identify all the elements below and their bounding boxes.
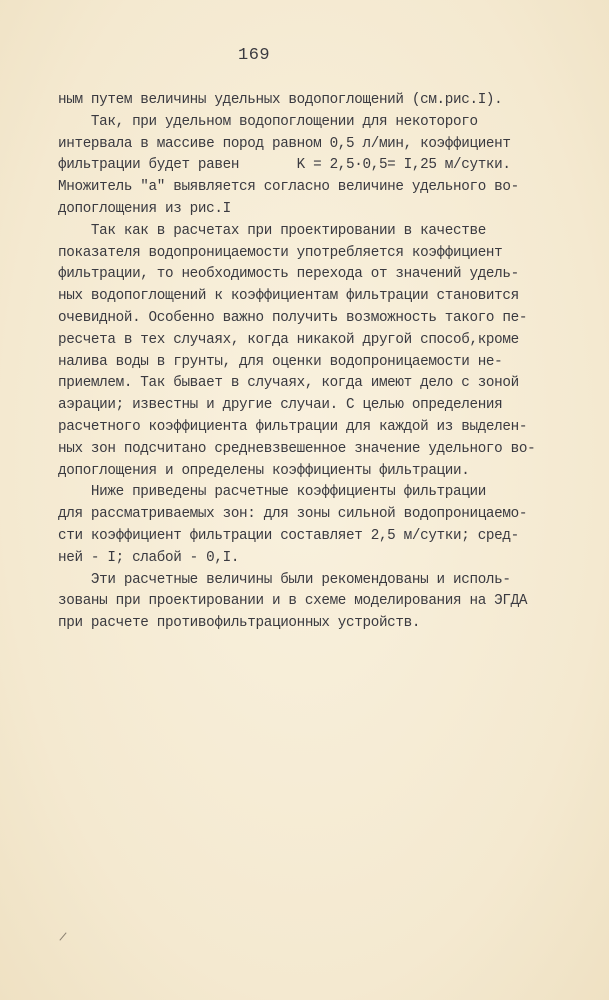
text-line: Ниже приведены расчетные коэффициенты фильтрации [58, 484, 486, 501]
text-line: налива воды в грунты, для оценки водопроницаемости не- [58, 353, 503, 370]
text-line: сти коэффициент фильтрации составляет 2,5 м/сутки; сред- [58, 527, 519, 544]
page-number: 169 [238, 46, 271, 65]
text-line: аэрации; известны и другие случаи. С целью определения [58, 397, 503, 414]
text-line: ресчета в тех случаях, когда никакой другой способ,кроме [58, 331, 519, 348]
text-line: ных зон подсчитано средневзвешенное значение удельного во- [58, 440, 536, 457]
text-line: ных водопоглощений к коэффициентам фильтрации становится [58, 288, 519, 305]
text-line: Так, при удельном водопоглощении для некоторого [58, 113, 478, 130]
text-line: интервала в массиве пород равном 0,5 л/мин, коэффициент [58, 135, 511, 152]
text-line: фильтрации будет равен K = 2,5·0,5= I,25 м/сутки. [58, 157, 511, 174]
text-line: фильтрации, то необходимость перехода от значений удель- [58, 266, 519, 283]
text-line: расчетного коэффициента фильтрации для каждой из выделен- [58, 418, 528, 435]
text-line: приемлем. Так бывает в случаях, когда имеют дело с зоной [58, 375, 519, 392]
text-line: для рассматриваемых зон: для зоны сильной водопроницаемо- [58, 506, 528, 523]
text-line: ным путем величины удельных водопоглощений (см.рис.I). [58, 92, 503, 108]
text-line: допоглощения из рис.I [58, 200, 231, 217]
text-line: зованы при проектировании и в схеме моделирования на ЭГДА [58, 593, 528, 610]
pencil-mark [59, 932, 66, 940]
text-line: допоглощения и определены коэффициенты фильтрации. [58, 462, 470, 479]
text-line: Так как в расчетах при проектировании в качестве [58, 222, 486, 239]
body-text [58, 90, 578, 635]
text-line: показателя водопроницаемости употребляется коэффициент [58, 244, 503, 261]
text-line: ней - I; слабой - 0,I. [58, 549, 240, 566]
text-line: Множитель "а" выявляется согласно величине удельного во- [58, 179, 519, 196]
text-line: очевидной. Особенно важно получить возможность такого пе- [58, 309, 528, 326]
text-line: Эти расчетные величины были рекомендованы и исполь- [58, 571, 511, 588]
text-line: при расчете противофильтрационных устройств. [58, 615, 421, 632]
